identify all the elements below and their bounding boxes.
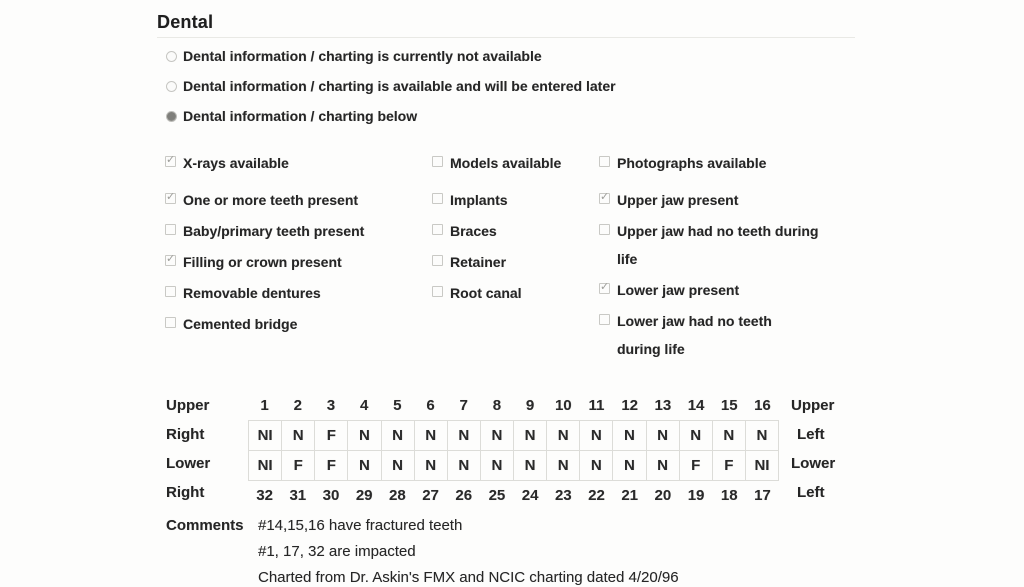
checkbox-column-3 bbox=[599, 149, 819, 366]
checkbox-item-xrays-available[interactable] bbox=[165, 149, 400, 177]
checkbox-label: Removable dentures bbox=[183, 285, 321, 301]
radio-button-icon[interactable] bbox=[166, 81, 177, 92]
tooth-number: 30 bbox=[322, 487, 340, 504]
checkbox-icon[interactable] bbox=[599, 156, 610, 167]
checkbox-column-1 bbox=[165, 149, 400, 341]
tooth-number: 20 bbox=[654, 487, 672, 504]
checkbox-label: Root canal bbox=[450, 285, 522, 301]
tooth-number: 22 bbox=[588, 487, 605, 504]
radio-label: Dental information / charting is available and will be entered later bbox=[183, 78, 616, 94]
tooth-code-cell[interactable]: N bbox=[745, 421, 778, 450]
checkbox-label: Implants bbox=[450, 192, 508, 208]
tooth-number: 8 bbox=[492, 397, 502, 414]
teeth-chart bbox=[157, 391, 835, 510]
tooth-code-cell[interactable]: F bbox=[679, 451, 712, 480]
label-lower-right-2: Right bbox=[166, 484, 205, 501]
checkbox-item-photographs-available[interactable] bbox=[599, 149, 819, 177]
tooth-code-cell[interactable]: F bbox=[314, 451, 347, 480]
checkbox-icon[interactable] bbox=[165, 156, 176, 167]
label-upper-right-2: Right bbox=[166, 426, 205, 443]
tooth-grid bbox=[248, 391, 779, 510]
checkbox-item-filling-or-crown[interactable] bbox=[165, 248, 400, 276]
checkbox-item-one-or-more-teeth[interactable] bbox=[165, 186, 400, 214]
tooth-number: 17 bbox=[754, 487, 771, 504]
tooth-code-cell[interactable]: F bbox=[281, 451, 314, 480]
tooth-code-cell[interactable]: N bbox=[480, 421, 513, 450]
tooth-number: 24 bbox=[521, 487, 539, 504]
checkbox-label: Cemented bridge bbox=[183, 316, 298, 332]
tooth-number: 23 bbox=[554, 487, 572, 504]
checkbox-icon[interactable] bbox=[165, 317, 176, 328]
tooth-code-cell[interactable]: N bbox=[712, 421, 745, 450]
tooth-code-cell[interactable]: N bbox=[347, 451, 380, 480]
tooth-number: 31 bbox=[289, 487, 307, 504]
checkbox-icon[interactable] bbox=[432, 255, 443, 266]
tooth-number: 2 bbox=[293, 397, 302, 414]
checkbox-item-root-canal[interactable] bbox=[432, 279, 607, 307]
checkbox-icon[interactable] bbox=[599, 283, 610, 294]
lower-tooth-numbers-row bbox=[248, 481, 779, 510]
comments-label: Comments bbox=[166, 517, 244, 534]
checkbox-column-2 bbox=[432, 149, 607, 310]
checkbox-label: One or more teeth present bbox=[183, 192, 359, 208]
checkbox-icon[interactable] bbox=[432, 286, 443, 297]
checkbox-item-implants[interactable] bbox=[432, 186, 607, 214]
checkbox-item-lower-jaw-present[interactable] bbox=[599, 276, 819, 304]
checkbox-item-upper-jaw-present[interactable] bbox=[599, 186, 819, 214]
radio-option-charting-below[interactable] bbox=[166, 107, 616, 137]
availability-radio-group bbox=[166, 47, 616, 137]
tooth-code-cell[interactable]: N bbox=[381, 421, 414, 450]
tooth-code-cell[interactable]: N bbox=[480, 451, 513, 480]
tooth-code-cell[interactable]: N bbox=[646, 451, 679, 480]
tooth-number: 4 bbox=[359, 397, 369, 414]
checkbox-icon[interactable] bbox=[432, 224, 443, 235]
checkbox-label: Retainer bbox=[450, 254, 507, 270]
label-lower-left-1: Lower bbox=[791, 455, 836, 472]
checkbox-label: Lower jaw had no teeth during life bbox=[617, 313, 772, 357]
title-divider bbox=[157, 37, 855, 38]
tooth-number: 12 bbox=[621, 397, 638, 414]
tooth-code-cell[interactable]: NI bbox=[257, 427, 273, 444]
tooth-code-cell[interactable]: N bbox=[579, 451, 612, 480]
checkbox-item-retainer[interactable] bbox=[432, 248, 607, 276]
label-upper-right-1: Upper bbox=[166, 397, 210, 414]
radio-label: Dental information / charting below bbox=[183, 108, 418, 124]
tooth-code-cell[interactable]: NI bbox=[745, 451, 778, 480]
teeth-chart-right-labels bbox=[791, 391, 835, 510]
tooth-code-cell[interactable]: F bbox=[712, 451, 745, 480]
tooth-number: 15 bbox=[720, 397, 738, 414]
tooth-code-cell[interactable]: N bbox=[579, 421, 612, 450]
checkbox-icon[interactable] bbox=[165, 193, 176, 204]
comments-text bbox=[258, 513, 679, 587]
tooth-code-cell[interactable]: N bbox=[347, 421, 380, 450]
tooth-code-cell[interactable]: N bbox=[612, 451, 645, 480]
checkbox-label: Photographs available bbox=[617, 155, 767, 171]
comment-line-1: #14,15,16 have fractured teeth bbox=[258, 517, 463, 534]
tooth-code-cell[interactable]: N bbox=[281, 421, 314, 450]
checkbox-item-baby-primary-teeth[interactable] bbox=[165, 217, 400, 245]
tooth-number: 11 bbox=[588, 397, 605, 414]
tooth-number: 16 bbox=[754, 397, 771, 414]
tooth-number: 27 bbox=[422, 487, 439, 504]
tooth-number: 14 bbox=[687, 397, 705, 414]
tooth-code-cell[interactable]: N bbox=[447, 421, 480, 450]
checkbox-icon[interactable] bbox=[432, 193, 443, 204]
upper-tooth-codes-row bbox=[249, 421, 778, 450]
checkbox-item-cemented-bridge[interactable] bbox=[165, 310, 400, 338]
checkbox-icon[interactable] bbox=[599, 314, 610, 325]
checkbox-icon[interactable] bbox=[165, 255, 176, 266]
tooth-code-cell[interactable]: N bbox=[612, 421, 645, 450]
tooth-code-cell[interactable]: N bbox=[646, 421, 679, 450]
radio-button-icon[interactable] bbox=[166, 111, 177, 122]
checkbox-icon[interactable] bbox=[165, 224, 176, 235]
checkbox-label: Baby/primary teeth present bbox=[183, 223, 365, 239]
tooth-code-cell[interactable]: F bbox=[314, 421, 347, 450]
tooth-number: 5 bbox=[393, 397, 402, 414]
tooth-code-grid bbox=[248, 420, 779, 481]
tooth-code-cell[interactable]: N bbox=[679, 421, 712, 450]
checkbox-label: X-rays available bbox=[183, 155, 289, 171]
tooth-number: 29 bbox=[355, 487, 373, 504]
radio-option-not-available[interactable] bbox=[166, 47, 616, 77]
checkbox-label: Upper jaw had no teeth during life bbox=[617, 223, 819, 267]
comment-line-3: Charted from Dr. Askin's FMX and NCIC charting dated 4/20/96 bbox=[258, 569, 679, 586]
tooth-code-cell[interactable]: N bbox=[513, 421, 546, 450]
checkbox-item-models-available[interactable] bbox=[432, 149, 607, 177]
tooth-number: 21 bbox=[621, 487, 638, 504]
tooth-number: 32 bbox=[256, 487, 273, 504]
tooth-code-cell[interactable]: N bbox=[447, 451, 480, 480]
tooth-number: 13 bbox=[654, 397, 672, 414]
label-lower-left-2: Left bbox=[797, 484, 825, 501]
lower-tooth-codes-row bbox=[249, 450, 778, 480]
tooth-number: 25 bbox=[488, 487, 506, 504]
checkbox-label: Lower jaw present bbox=[617, 282, 740, 298]
label-lower-right-1: Lower bbox=[166, 455, 211, 472]
label-upper-left-2: Left bbox=[797, 426, 825, 443]
checkbox-item-braces[interactable] bbox=[432, 217, 607, 245]
label-upper-left-1: Upper bbox=[791, 397, 835, 414]
tooth-code-cell[interactable]: N bbox=[414, 451, 447, 480]
tooth-number: 7 bbox=[459, 397, 468, 414]
comment-line-2: #1, 17, 32 are impacted bbox=[258, 543, 416, 560]
tooth-code-cell[interactable]: NI bbox=[257, 457, 273, 474]
upper-tooth-numbers-row bbox=[248, 391, 779, 420]
radio-option-entered-later[interactable] bbox=[166, 77, 616, 107]
checkbox-icon[interactable] bbox=[599, 224, 610, 235]
tooth-code-cell[interactable]: N bbox=[546, 421, 579, 450]
radio-button-icon[interactable] bbox=[166, 51, 177, 62]
tooth-number: 3 bbox=[326, 397, 336, 414]
checkbox-label: Models available bbox=[450, 155, 562, 171]
teeth-chart-left-labels bbox=[157, 391, 248, 510]
checkbox-icon[interactable] bbox=[599, 193, 610, 204]
tooth-number: 6 bbox=[426, 397, 435, 414]
tooth-number: 28 bbox=[389, 487, 406, 504]
checkbox-icon[interactable] bbox=[432, 156, 443, 167]
checkbox-label: Filling or crown present bbox=[183, 254, 342, 270]
page-title: Dental bbox=[157, 12, 214, 32]
checkbox-item-upper-jaw-no-teeth[interactable] bbox=[599, 217, 819, 273]
checkbox-item-removable-dentures[interactable] bbox=[165, 279, 400, 307]
checkbox-item-lower-jaw-no-teeth[interactable] bbox=[599, 307, 819, 363]
tooth-code-cell[interactable]: N bbox=[513, 451, 546, 480]
checkbox-label: Upper jaw present bbox=[617, 192, 739, 208]
tooth-number: 10 bbox=[554, 397, 572, 414]
tooth-code-cell[interactable]: N bbox=[414, 421, 447, 450]
tooth-code-cell[interactable]: N bbox=[381, 451, 414, 480]
tooth-number: 1 bbox=[260, 397, 269, 414]
tooth-code-cell[interactable]: N bbox=[546, 451, 579, 480]
tooth-number: 18 bbox=[720, 487, 738, 504]
tooth-number: 26 bbox=[455, 487, 473, 504]
checkbox-icon[interactable] bbox=[165, 286, 176, 297]
tooth-number: 19 bbox=[687, 487, 705, 504]
tooth-number: 9 bbox=[525, 397, 535, 414]
radio-label: Dental information / charting is currently not available bbox=[183, 48, 542, 64]
comments-section bbox=[166, 513, 679, 587]
checkbox-label: Braces bbox=[450, 223, 497, 239]
